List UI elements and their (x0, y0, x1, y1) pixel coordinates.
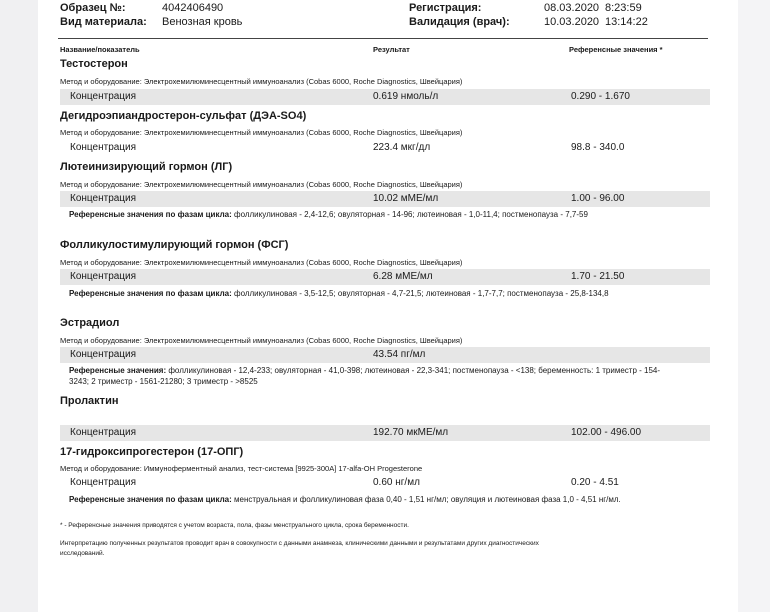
test-title: Пролактин (60, 395, 119, 407)
result-value: 43.54 пг/мл (373, 349, 426, 360)
result-row (60, 269, 710, 285)
reference-range: 1.70 - 21.50 (571, 271, 625, 282)
column-header-result: Результат (373, 45, 410, 54)
test-method: Метод и оборудование: Электрохемилюминесцентный иммуноанализ (Cobas 6000, Roche Diagnostics, Швейцария) (60, 128, 463, 137)
test-title: Фолликулостимулирующий гормон (ФСГ) (60, 239, 289, 251)
reference-range: 98.8 - 340.0 (571, 142, 625, 153)
test-title: Тестостерон (60, 58, 128, 70)
test-method: Метод и оборудование: Электрохемилюминесцентный иммуноанализ (Cobas 6000, Roche Diagnostics, Швейцария) (60, 258, 463, 267)
result-value: 223.4 мкг/дл (373, 142, 431, 153)
registration-time: 8:23:59 (605, 2, 642, 14)
param-name: Концентрация (70, 349, 137, 360)
sample-label: Образец №: (60, 2, 126, 14)
param-name: Концентрация (70, 477, 137, 488)
result-row (60, 425, 710, 441)
reference-range: 102.00 - 496.00 (571, 427, 642, 438)
test-method: Метод и оборудование: Электрохемилюминесцентный иммуноанализ (Cobas 6000, Roche Diagnostics, Швейцария) (60, 77, 463, 86)
footnote-reference: * - Референсные значения приводятся с учетом возраста, пола, фазы менструального цикла, срока беременности. (60, 522, 409, 529)
reference-range: 1.00 - 96.00 (571, 193, 625, 204)
phase-reference-note: Референсные значения по фазам цикла: фолликулиновая - 3,5-12,5; овуляторная - 4,7-21,5; лютеиновая - 1,7-7,7; постменопауза - 25,8-134,8 (69, 289, 609, 298)
phase-reference-note: Референсные значения по фазам цикла: менструальная и фолликулиновая фаза 0,40 - 1,51 нг/мл; овуляция и лютеиновая фаза 1,0 - 4,51 нг/мл. (69, 495, 621, 504)
test-title: Дегидроэпиандростерон-сульфат (ДЭА-SO4) (60, 110, 307, 122)
param-name: Концентрация (70, 91, 137, 102)
footnote-interpretation: Интерпретацию полученных результатов проводит врач в совокупности с данными анамнеза, клиническими данными и результатами других диагностических исследований. (60, 540, 539, 557)
validation-time: 13:14:22 (605, 16, 648, 28)
test-title: Эстрадиол (60, 317, 120, 329)
sample-value: 4042406490 (162, 2, 224, 14)
test-method: Метод и оборудование: Электрохемилюминесцентный иммуноанализ (Cobas 6000, Roche Diagnostics, Швейцария) (60, 180, 463, 189)
result-row (60, 475, 710, 491)
result-row (60, 191, 710, 207)
validation-date: 10.03.2020 (544, 16, 600, 28)
result-row (60, 347, 710, 363)
reference-range: 0.20 - 4.51 (571, 477, 619, 488)
result-row (60, 140, 710, 156)
material-value: Венозная кровь (162, 16, 243, 28)
reference-range: 0.290 - 1.670 (571, 91, 630, 102)
result-value: 0.619 нмоль/л (373, 91, 439, 102)
registration-label: Регистрация: (409, 2, 482, 14)
phase-reference-note: Референсные значения по фазам цикла: фолликулиновая - 2,4-12,6; овуляторная - 14-96; лютеиновая - 1,0-11,4; постменопауза - 7,7-59 (69, 210, 588, 219)
test-title: Лютеинизирующий гормон (ЛГ) (60, 161, 233, 173)
result-row (60, 89, 710, 105)
header-divider (58, 38, 708, 39)
test-method: Метод и оборудование: Иммуноферментный анализ, тест-система [9925-300A] 17-alfa-OH Progesterone (60, 464, 423, 473)
registration-date: 08.03.2020 (544, 2, 600, 14)
result-value: 6.28 мМЕ/мл (373, 271, 433, 282)
test-method: Метод и оборудование: Электрохемилюминесцентный иммуноанализ (Cobas 6000, Roche Diagnostics, Швейцария) (60, 336, 463, 345)
result-value: 0.60 нг/мл (373, 477, 420, 488)
result-value: 10.02 мМЕ/мл (373, 193, 439, 204)
param-name: Концентрация (70, 271, 137, 282)
test-title: 17-гидроксипрогестерон (17-ОПГ) (60, 446, 244, 458)
reference-note: Референсные значения: фолликулиновая - 12,4-233; овуляторная - 41,0-398; лютеиновая - 22,3-341; постменопауза - <138; беременность: 1 триместр - 154-3243; 2 триместр - 1561-21280; 3 триместр - >8525 (69, 366, 661, 386)
material-label: Вид материала: (60, 16, 147, 28)
validation-label: Валидация (врач): (409, 16, 510, 28)
result-value: 192.70 мкМЕ/мл (373, 427, 449, 438)
column-header-reference: Референсные значения * (569, 45, 663, 54)
param-name: Концентрация (70, 427, 137, 438)
column-header-name: Название/показатель (60, 45, 140, 54)
param-name: Концентрация (70, 142, 137, 153)
report-sheet (38, 0, 738, 612)
param-name: Концентрация (70, 193, 137, 204)
page-margin (738, 0, 770, 612)
